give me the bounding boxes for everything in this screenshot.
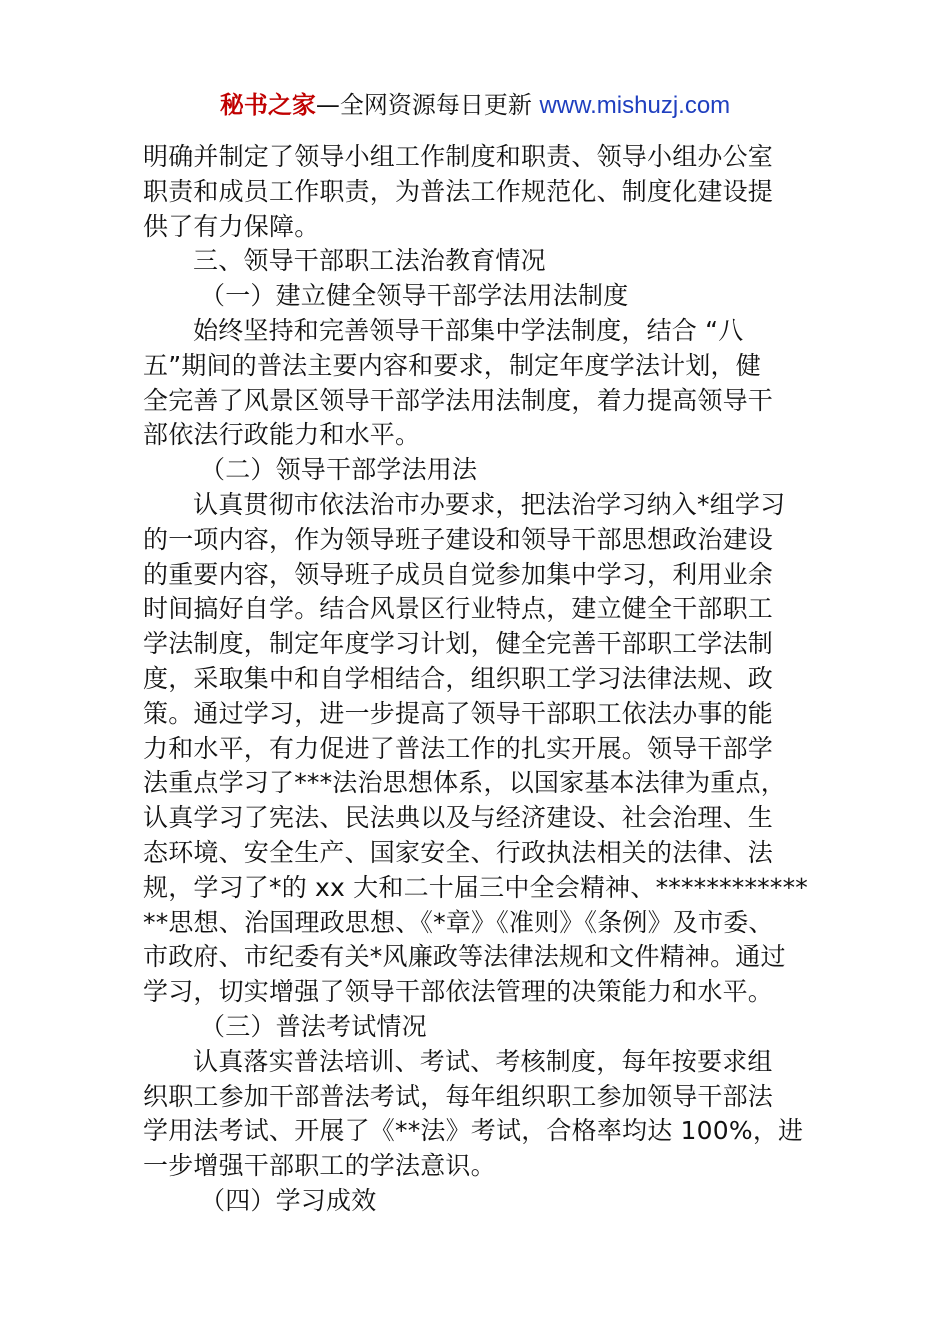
text-line: 规，学习了*的 xx 大和二十届三中全会精神、************ [143,872,808,902]
subsection-heading: （三）普法考试情况 [200,1011,427,1041]
text-line: 学习，切实增强了领导干部依法管理的决策能力和水平。 [143,977,774,1007]
text-line: 时间搞好自学。结合风景区行业特点，建立健全干部职工 [143,594,774,624]
text-line: 认真学习了宪法、民法典以及与经济建设、社会治理、生 [143,803,774,833]
text-line: 织职工参加干部普法考试，每年组织职工参加领导干部法 [143,1081,774,1111]
document-body [143,140,807,1219]
text-line: 一步增强干部职工的学法意识。 [143,1151,496,1181]
text-line: 力和水平，有力促进了普法工作的扎实开展。领导干部学 [143,733,774,763]
text-line: 职责和成员工作职责，为普法工作规范化、制度化建设提 [143,176,774,206]
text-line: 五”期间的普法主要内容和要求，制定年度学法计划，健 [143,350,761,380]
text-line: 明确并制定了领导小组工作制度和职责、领导小组办公室 [143,142,774,171]
site-watermark-header [0,88,950,123]
text-line: 态环境、安全生产、国家安全、行政执法相关的法律、法 [143,837,774,867]
text-line: 市政府、市纪委有关*风廉政等法律法规和文件精神。通过 [143,942,786,972]
text-line: 度，采取集中和自学相结合，组织职工学习法律法规、政 [143,663,774,693]
text-line: **思想、治国理政思想、《*章》《准则》《条例》及市委、 [143,907,774,937]
paragraph-start: 认真贯彻市依法治市办要求，把法治学习纳入*组学习 [193,489,786,519]
text-line: 学法制度，制定年度学习计划，健全完善干部职工学法制 [143,629,774,659]
site-slogan: —全网资源每日更新 [315,91,540,119]
subsection-heading: （二）领导干部学法用法 [200,455,478,485]
subsection-heading: （一）建立健全领导干部学法用法制度 [200,281,629,311]
paragraph-start: 始终坚持和完善领导干部集中学法制度，结合 “八 [193,315,744,345]
site-brand: 秘书之家 [219,91,316,119]
text-line: 部依法行政能力和水平。 [143,420,421,450]
paragraph-start: 认真落实普法培训、考试、考核制度，每年按要求组 [193,1046,773,1076]
site-url: www.mishuzj.com [539,92,731,119]
subsection-heading: （四）学习成效 [200,1185,377,1215]
text-line: 全完善了风景区领导干部学法用法制度，着力提高领导干 [143,385,774,415]
text-line: 的重要内容，领导班子成员自觉参加集中学习，利用业余 [143,559,774,589]
text-line: 法重点学习了***法治思想体系，以国家基本法律为重点， [143,768,786,798]
text-line: 策。通过学习，进一步提高了领导干部职工依法办事的能 [143,698,774,728]
section-heading: 三、领导干部职工法治教育情况 [193,246,546,276]
text-line: 的一项内容，作为领导班子建设和领导干部思想政治建设 [143,524,774,554]
text-line: 供了有力保障。 [143,211,320,241]
text-line: 学用法考试、开展了《**法》考试，合格率均达 100%，进 [143,1116,804,1146]
